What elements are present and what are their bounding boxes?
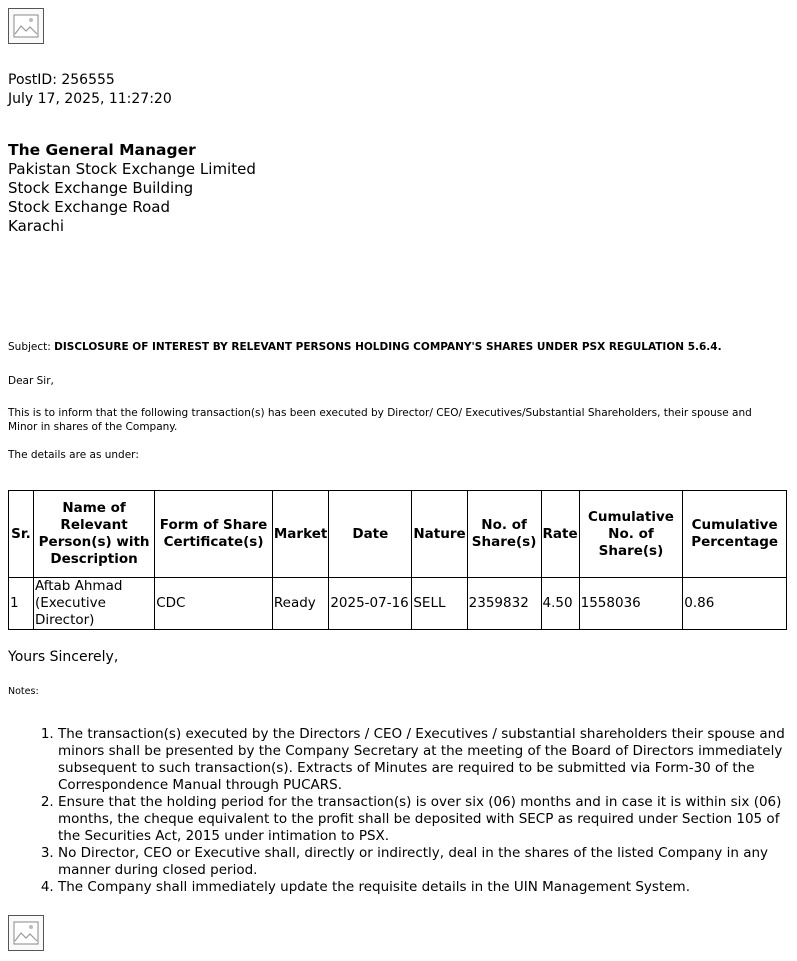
post-meta bbox=[8, 71, 789, 109]
address-line: Karachi bbox=[8, 217, 65, 235]
cell-market: Ready bbox=[272, 578, 328, 630]
closing-text: Yours Sincerely, bbox=[8, 649, 119, 665]
broken-image-icon bbox=[8, 915, 44, 951]
salutation: Dear Sir, bbox=[8, 375, 54, 387]
address-line: Stock Exchange Building bbox=[8, 179, 194, 197]
cell-sr: 1 bbox=[9, 578, 34, 630]
subject-line bbox=[8, 340, 789, 354]
header-date: Date bbox=[329, 491, 412, 578]
cell-cumulative-shares: 1558036 bbox=[579, 578, 683, 630]
cell-rate: 4.50 bbox=[541, 578, 579, 630]
broken-image-icon bbox=[8, 8, 44, 44]
cell-nature: SELL bbox=[412, 578, 467, 630]
note-item: 3. No Director, CEO or Executive shall, directly or indirectly, deal in the shares of the listed Company in any manner during closed period. bbox=[58, 845, 786, 879]
cell-shares: 2359832 bbox=[467, 578, 541, 630]
cell-name: Aftab Ahmad (Executive Director) bbox=[33, 578, 154, 630]
header-cumulative-shares: Cumulative No. of Share(s) bbox=[579, 491, 683, 578]
notes-list bbox=[8, 726, 786, 896]
note-item: 1. The transaction(s) executed by the Directors / CEO / Executives / substantial shareholders their spouse and minors shall be presented by the Company Secretary at the meeting of the Board of Directors immediately subsequent to such transaction(s). Extracts of Minutes are required to be submitted via Form-30 of the Correspondence Manual through PUCARS. bbox=[58, 726, 786, 794]
inform-text: This is to inform that the following transaction(s) has been executed by Director/ CEO/ Executives/Substantial Shareholders, their spouse and Minor in shares of the Company. bbox=[8, 407, 752, 433]
header-market: Market bbox=[272, 491, 328, 578]
post-datetime: July 17, 2025, 11:27:20 bbox=[8, 91, 172, 107]
header-form: Form of Share Certificate(s) bbox=[155, 491, 273, 578]
header-rate: Rate bbox=[541, 491, 579, 578]
note-item: 4. The Company shall immediately update the requisite details in the UIN Management System. bbox=[58, 879, 786, 896]
notes-label: Notes: bbox=[8, 686, 39, 697]
note-item: 2. Ensure that the holding period for the transaction(s) is over six (06) months and in case it is within six (06) months, the cheque equivalent to the profit shall be deposited with SECP as required under Section 105 of the Securities Act, 2015 under intimation to PSX. bbox=[58, 794, 786, 845]
recipient-address bbox=[8, 141, 789, 236]
table-header-row bbox=[9, 491, 787, 578]
address-line: Stock Exchange Road bbox=[8, 198, 170, 216]
header-cumulative-percentage: Cumulative Percentage bbox=[683, 491, 787, 578]
subject-text: DISCLOSURE OF INTEREST BY RELEVANT PERSONS HOLDING COMPANY'S SHARES UNDER PSX REGULATION 5.6.4. bbox=[54, 341, 722, 353]
transaction-table bbox=[8, 490, 787, 630]
details-text: The details are as under: bbox=[8, 449, 139, 461]
header-shares: No. of Share(s) bbox=[467, 491, 541, 578]
recipient-title: The General Manager bbox=[8, 141, 196, 159]
cell-date: 2025-07-16 bbox=[329, 578, 412, 630]
post-id: PostID: 256555 bbox=[8, 72, 115, 88]
header-nature: Nature bbox=[412, 491, 467, 578]
cell-cumulative-percentage: 0.86 bbox=[683, 578, 787, 630]
table-row bbox=[9, 578, 787, 630]
address-line: Pakistan Stock Exchange Limited bbox=[8, 160, 256, 178]
header-sr: Sr. bbox=[9, 491, 34, 578]
subject-label: Subject: bbox=[8, 341, 51, 353]
cell-form: CDC bbox=[155, 578, 273, 630]
header-name: Name of Relevant Person(s) with Description bbox=[33, 491, 154, 578]
